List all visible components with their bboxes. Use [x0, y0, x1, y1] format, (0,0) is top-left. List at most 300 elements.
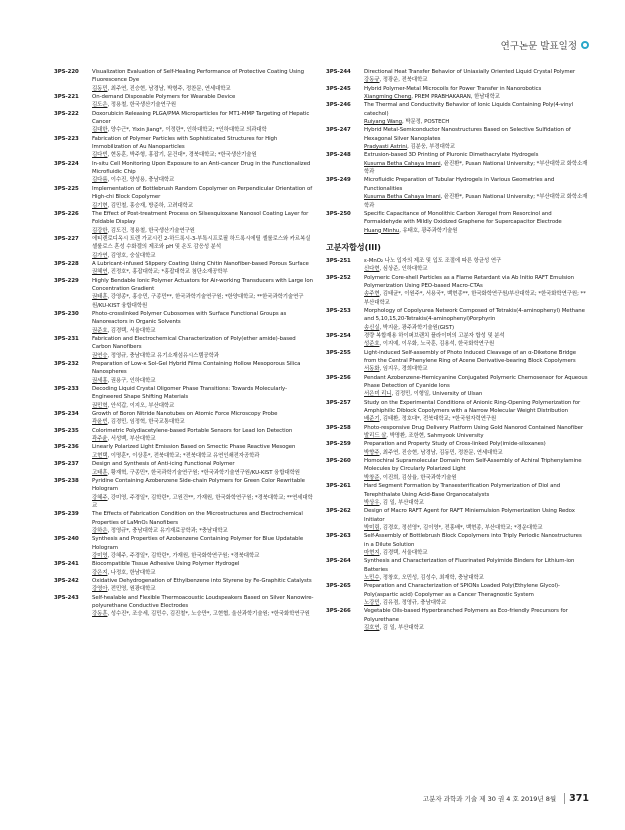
presenting-author: 신다현 [364, 266, 380, 273]
entry-title: Synthesis and Properties of Azobenzene Containing Polymer for Blue Updatable Hologram [92, 536, 304, 551]
entry-body [364, 126, 588, 151]
presenting-author: 서동화 [364, 366, 380, 373]
circle-bullet-icon [581, 41, 589, 49]
entry-body [92, 560, 316, 577]
entry-code: 3PS-220 [54, 69, 79, 75]
entry-body [364, 607, 588, 632]
program-entry [54, 460, 316, 477]
entry-title: Microfluidic Preparation of Tubular Hydrogels in Various Geometries and Functionalities [364, 177, 555, 192]
co-authors: , 진정호*, 홍잡대학교; *홍잡대학교 첨단소재공학부 [107, 269, 228, 276]
co-authors: , 박지윤, 광주과학기술원(GIST) [379, 324, 455, 331]
entry-body [92, 310, 316, 335]
program-entry [326, 126, 588, 151]
program-entry [326, 332, 588, 349]
co-authors: , 이수진, 양성용, 충남대학교 [107, 177, 175, 184]
entry-authors [364, 499, 588, 507]
entry-code: 3PS-243 [54, 594, 79, 601]
entry-code: 3PS-241 [54, 561, 79, 568]
entry-body [364, 85, 588, 102]
presenting-author: 노강민 [364, 599, 380, 606]
entry-authors [364, 118, 588, 126]
entry-body [92, 594, 316, 619]
entry-title: Vegetable Oils-based Hyperbranched Polymers as Eco-friendly Precursors for Polyurethane [364, 608, 568, 623]
presenting-author: 마현지 [364, 549, 380, 556]
entry-code: 3PS-227 [54, 235, 79, 242]
co-authors: , 임지우, 경희대학교 [379, 366, 428, 373]
program-entry [326, 399, 588, 424]
presenting-author: Xiangming Cheng [364, 94, 412, 101]
entry-authors [92, 435, 316, 443]
program-entry [326, 151, 588, 176]
co-authors: , 박문정, POSTECH [402, 119, 450, 126]
entry-code: 3PS-228 [54, 260, 79, 267]
page-header [501, 38, 589, 52]
entry-body [364, 332, 588, 349]
presenting-author: 박향주 [364, 449, 380, 456]
entry-title: Design and Synthesis of Anti-icing Functional Polymer [92, 461, 235, 468]
entry-authors [364, 93, 588, 101]
entry-code: 3PS-244 [326, 69, 351, 75]
entry-authors [364, 193, 588, 210]
entry-authors [364, 449, 588, 457]
entry-body [92, 210, 316, 235]
entry-code: 3PS-264 [326, 558, 351, 565]
program-entry [326, 374, 588, 399]
entry-title: 경량 복합재용 하이퍼브랜치 플라이머의 고분자 합성 및 분석 [364, 332, 505, 339]
entry-title: 에티렌로디옥시 트렌 가교시킨 2-하드록시-3-부톡시프로필 하드록시에틸 셀룰로스와 카르복실 셀룰로스 혼성 수화겔의 제조와 pH 및 온도 감응성 분석 [92, 235, 311, 251]
entry-authors [92, 527, 316, 535]
co-authors: , 최주연, 진승현, 남경남, 김동민, 정찬문, 연세대학교 [379, 449, 503, 456]
presenting-author: 김가연 [92, 252, 108, 259]
entry-code: 3PS-258 [326, 424, 351, 431]
entry-body [364, 582, 588, 607]
page-footer [423, 793, 589, 804]
program-entry [326, 68, 588, 85]
entry-authors [364, 624, 588, 632]
co-authors: , 강미영, 주경일*, 김학린*, 고원건**, 가재원, 한국화학연구원; *경북대학교; **연세대학교 [92, 494, 313, 509]
entry-body [364, 274, 588, 307]
presenting-author: 배준기 [364, 416, 380, 423]
entry-code: 3PS-229 [54, 277, 79, 284]
presenting-author: 김기현 [92, 202, 108, 209]
presenting-author: 김동민 [92, 85, 108, 92]
co-authors: , PREM PRABHAKARAN, 한남대학교 [411, 94, 500, 101]
presenting-author: 곽주윤 [92, 436, 108, 443]
program-entry [54, 594, 316, 619]
co-authors: , 정영규*, 충남대학교 유기재료공학과; *충남대학교 [107, 527, 228, 534]
presenting-author: Ruiyang Wang [364, 119, 402, 126]
entry-body [364, 210, 588, 235]
program-entry [326, 176, 588, 209]
program-entry [326, 349, 588, 374]
right-column [326, 68, 588, 632]
program-entry [326, 440, 588, 457]
program-entry [54, 310, 316, 335]
entry-authors [92, 268, 316, 276]
entry-body [92, 510, 316, 535]
presenting-author: 박창준 [364, 474, 380, 481]
entry-authors [92, 126, 316, 134]
presenting-author: 고태훈 [92, 469, 108, 476]
entry-title: Self-healable and Flexible Thermoacoustic Loudspeakers Based on Silver Nanowire-polyurethane Conductive Electrodes [92, 594, 314, 609]
presenting-author: 강하은 [92, 527, 108, 534]
presenting-author: 곽윤빈 [92, 419, 108, 426]
presenting-author: 권민혁 [92, 402, 108, 409]
co-authors: , 김분웅, 부경대학교 [407, 144, 456, 151]
entry-code: 3PS-246 [326, 102, 351, 109]
program-entry [326, 507, 588, 532]
entry-title: The Effect of Post-treatment Process on Silsesquioxane Nanosol Coating Layer for Foldable Display [92, 210, 309, 226]
co-authors: , 김경택, 서울대학교 [379, 549, 428, 556]
entry-title: Biocompatible Tissue Adhesive Using Polymer Hydrogel [92, 561, 240, 568]
entry-body [364, 457, 588, 482]
entry-title: Morphology of Copolyurea Network Composed of Tetrakis(4-aminophenyl) Methane and 5,10,15,20-Tetrakis(4-aminophenyl)Porphyrin [364, 307, 585, 323]
entry-authors [364, 76, 588, 84]
entry-authors [92, 494, 316, 511]
entry-authors [92, 352, 316, 360]
entry-body [92, 185, 316, 210]
entry-authors [92, 85, 316, 93]
entry-authors [364, 324, 588, 332]
co-authors: , 나정호, 한남대학교 [107, 569, 156, 576]
entry-authors [92, 293, 316, 310]
entry-body [92, 260, 316, 277]
entry-title: Specific Capacitance of Monolithic Carbon Xerogel from Resorcinol and Formaldehyde with Mildly Oxidized Graphene for Supercapacitor Electrode [364, 210, 562, 226]
entry-body [364, 349, 588, 374]
presenting-author: 권세홍 [92, 377, 108, 384]
entry-authors [92, 252, 316, 260]
co-authors: , 김경민, 임정혁, 한국교통대학교 [107, 419, 185, 426]
program-entry [54, 477, 316, 510]
program-entry [54, 160, 316, 185]
entry-code: 3PS-222 [54, 110, 79, 117]
entry-body [92, 68, 316, 93]
entry-code: 3PS-254 [326, 332, 351, 339]
presenting-author: Kusuma Betha Cahaya Imani [364, 160, 441, 167]
program-entry [326, 607, 588, 632]
program-entry [54, 185, 316, 210]
co-authors: , 양수근*, Yixin Jiang*, 이정란*, 인하대학교; *인하대학교 의과대학 [107, 127, 267, 134]
entry-title: Colorimetric Polydiacetylene-based Portable Sensors for Lead Ion Detection [92, 427, 293, 434]
co-authors: , 이명훈*, 이상훈*, 전북대학교; *전북대학교 유연인쇄전자공학과 [107, 452, 260, 459]
entry-authors [364, 340, 588, 348]
co-authors: , 이지예, 이우화, 노국훈, 김용석, 한국화학연구원 [379, 341, 495, 348]
entry-code: 3PS-240 [54, 536, 79, 543]
entry-body [92, 460, 316, 477]
co-authors: , 김태균*, 이원주*, 서용국*, 백현종**, 한국화학연구원/부산대학교; *한국화학연구원; **부산대학교 [364, 291, 586, 306]
entry-title: Pendant Azobenzene-Hemicyanine Conjugated Polymeric Chemosensor for Aqueous Phase Detection of Cyanide Ions [364, 374, 588, 390]
co-authors: , 김도건, 정용철, 한국생산기술연구원 [107, 227, 195, 234]
entry-title: Self-Assembly of Bottlebrush Block Copolymers into Triply Periodic Nanostructures in a Dilute Solution [364, 533, 582, 548]
co-authors: , 김 일, 부산대학교 [379, 499, 424, 506]
entry-body [92, 135, 316, 160]
entry-authors [364, 365, 588, 373]
entry-code: 3PS-257 [326, 399, 351, 406]
entry-title: Fabrication and Electrochemical Characterization of Poly(ether amide)-based Carbon Nanofibers [92, 336, 296, 351]
entry-body [364, 68, 588, 85]
presenting-author: 발리드 살 [364, 433, 387, 440]
entry-authors [92, 418, 316, 426]
presenting-author: 김도은 [92, 102, 108, 109]
entry-body [92, 93, 316, 110]
entry-code: 3PS-239 [54, 511, 79, 518]
co-authors: , 권용구, 인하대학교 [107, 377, 156, 384]
co-authors: , 김태환, 정호대*, 전북대학교; *한국원자력연구원 [379, 416, 497, 423]
entry-code: 3PS-238 [54, 477, 79, 484]
entry-code: 3PS-256 [326, 374, 351, 381]
entry-title: Pyridine Containing Azobenzene Side-chain Polymers for Green Color Rewritable Hologram [92, 477, 305, 493]
entry-authors [92, 176, 316, 184]
entry-authors [364, 524, 588, 532]
entry-code: 3PS-232 [54, 361, 79, 368]
entry-code: 3PS-266 [326, 608, 351, 615]
entry-authors [92, 202, 316, 210]
presenting-author: 강영아 [92, 586, 108, 593]
entry-title: Extrusion-based 3D Printing of Pluronic Dimethacrylate Hydrogels [364, 152, 539, 159]
program-entry [54, 443, 316, 460]
entry-title: Visualization Evaluation of Self-Healing Performance of Protective Coating Using Fluorescence Dye [92, 69, 305, 84]
program-entry [54, 427, 316, 444]
entry-body [92, 477, 316, 510]
presenting-author: 권연승 [92, 352, 108, 359]
co-authors: , 서성백, 부산대학교 [107, 436, 156, 443]
program-entry [54, 235, 316, 260]
entry-body [364, 176, 588, 209]
program-entry [326, 101, 588, 126]
entry-title: Hybrid Polymer-Metal Microcoils for Power Transfer in Nanorobotics [364, 85, 542, 92]
co-authors: , 정용철, 한국생산기술연구원 [107, 102, 177, 109]
presenting-author: 김다빈 [92, 152, 108, 159]
entry-title: Polymeric Core-shell Particles as a Flame Retardant via Ab Initio RAFT Emulsion Polymerization Using PEO-based Macro-CTAs [364, 274, 574, 289]
presenting-author: 김대한 [92, 127, 108, 134]
entry-code: 3PS-234 [54, 411, 79, 418]
entry-body [364, 440, 588, 457]
entry-title: A Lubricant-infused Slippery Coating Using Chitin Nanofiber-based Porous Surface [92, 260, 309, 267]
entry-code: 3PS-221 [54, 94, 79, 101]
presenting-author: 권태훈 [92, 294, 108, 301]
co-authors: , 윤진환*, Pusan National University; *부산대학교 화학소재학과 [364, 160, 588, 176]
entry-code: 3PS-242 [54, 577, 79, 584]
entry-body [92, 443, 316, 460]
entry-authors [92, 569, 316, 577]
entry-code: 3PS-251 [326, 257, 351, 264]
program-entry [326, 274, 588, 307]
program-entry [326, 257, 588, 274]
entry-body [92, 577, 316, 594]
entry-title: Hybrid Metal-Semiconductor Nanostructures Based on Selective Sulfidation of Hexagonal Silver Nanoplates [364, 127, 571, 142]
presenting-author: 김다름 [92, 177, 108, 184]
entry-code: 3PS-255 [326, 349, 351, 356]
entry-title: The Effects of Fabrication Condition on the Microstructures and Electrochemical Properties of LaMnO₃ Nanofibers [92, 511, 303, 526]
entry-title: On-demand Disposable Polymers for Wearable Device [92, 94, 236, 101]
program-entry [54, 110, 316, 135]
program-entry [326, 424, 588, 441]
presenting-author: 권혜연 [92, 269, 108, 276]
entry-body [364, 307, 588, 332]
program-entry [326, 85, 588, 102]
entry-body [364, 507, 588, 532]
entry-code: 3PS-236 [54, 444, 79, 451]
entry-code: 3PS-237 [54, 461, 79, 468]
entry-authors [92, 377, 316, 385]
program-entry [326, 582, 588, 607]
entry-authors [92, 227, 316, 235]
entry-title: ε-MnO₂ 나노 입자의 제조 및 입도 조절에 따른 항균성 연구 [364, 257, 502, 264]
program-entry [54, 135, 316, 160]
presenting-author: Huang Minhu [364, 227, 400, 234]
entry-authors [92, 101, 316, 109]
co-authors: , 박명환, 조한현, Sahmyook University [386, 433, 484, 440]
entry-body [364, 101, 588, 126]
entry-authors [92, 552, 316, 560]
entry-code: 3PS-253 [326, 307, 351, 314]
section-title: 고분자합성(III) [326, 242, 381, 252]
header-title: 연구논문 발표일정 [500, 41, 577, 52]
presenting-author: 송주현 [364, 291, 380, 298]
entry-authors [92, 402, 316, 410]
entry-code: 3PS-224 [54, 160, 79, 167]
co-authors: , 최주연, 진승현, 남경남, 박형주, 정찬문, 연세대학교 [107, 85, 231, 92]
entry-body [92, 335, 316, 360]
entry-authors [364, 290, 588, 307]
program-entry [54, 260, 316, 277]
co-authors: , 강혜주, 주경일*, 김학린*, 가재원, 한국화학연구원; *경북대학교 [107, 552, 260, 559]
entry-title: Hard Segment Formation by Transesterification Polymerization of Diol and Terephthalate Using Acid-Base Organocatalysts [364, 483, 561, 498]
program-entry [326, 457, 588, 482]
program-entry [54, 68, 316, 93]
entry-body [92, 410, 316, 427]
entry-title: Preparation of Low-κ Sol-Gel Hybrid Films Containing Hollow Mesoporous Silica Nanospheres [92, 361, 301, 376]
presenting-author: 강미영 [92, 552, 108, 559]
entry-code: 3PS-250 [326, 210, 351, 217]
entry-code: 3PS-226 [54, 210, 79, 217]
program-entry [54, 577, 316, 594]
presenting-author: 고현택 [92, 452, 108, 459]
entry-body [92, 160, 316, 185]
co-authors: , 정광운, 전북대학교 [379, 77, 428, 84]
entry-code: 3PS-249 [326, 177, 351, 184]
co-authors: , 김정민, 이형일, University of Ulsan [391, 391, 483, 398]
program-entry [54, 93, 316, 110]
presenting-author: Pradyasti Astrini [364, 144, 408, 151]
entry-title: Growth of Boron Nitride Nanotubes on Atomic Force Microscopy Probe [92, 411, 278, 418]
entry-authors [364, 549, 588, 557]
presenting-author: 박상우 [364, 499, 380, 506]
entry-title: The Thermal and Conductivity Behavior of Ionic Liquids Containing Poly(4-vinyl catechol) [364, 102, 574, 117]
presenting-author: 강혜주 [92, 494, 108, 501]
co-authors: , 김유겸, 정영규, 충남대학교 [379, 599, 447, 606]
presenting-author: 권준호 [92, 327, 108, 334]
entry-body [364, 532, 588, 557]
presenting-author: 박미림 [364, 524, 380, 531]
entry-title: Linearly Polarized Light Emission Based on Smectic Phase Reactive Mesogen [92, 444, 296, 451]
program-entry [326, 307, 588, 332]
co-authors: , 정영규, 충남대학교 유기소재섬유시스템공학과 [107, 352, 219, 359]
entry-title: Synthesis and Characterization of Fluorinated Polyimide Binders for Lithium-ion Batteries [364, 558, 575, 573]
entry-body [364, 374, 588, 399]
program-entry [54, 385, 316, 410]
co-authors: , 심상준, 인하대학교 [379, 266, 428, 273]
presenting-author: 김강한 [92, 227, 108, 234]
entry-code: 3PS-261 [326, 483, 351, 490]
co-authors: , 김민철, 홍승재, 방준하, 고려대학교 [107, 202, 193, 209]
entry-authors [92, 327, 316, 335]
entry-authors [92, 452, 316, 460]
entry-code: 3PS-259 [326, 441, 351, 448]
entry-authors [92, 151, 316, 159]
program-entry [54, 335, 316, 360]
entry-title: Preparation and Property Study of Cross-linked Poly(imide-siloxanes) [364, 441, 546, 448]
presenting-author: 김호연 [364, 625, 380, 631]
entry-code: 3PS-231 [54, 336, 79, 342]
right-column-entries-bottom [326, 257, 588, 632]
entry-title: Homochiral Supramolecular Domain from Self-Assembly of Achiral Triphenylamine Molecules by Circularly Polarized Light [364, 458, 582, 473]
entry-title: Light-induced Self-assembly of Photo Induced Cleavage of an α-Diketone Bridge from the Central Phenylene Ring of Acene Derivative-bearing Block Copolymers [364, 349, 577, 364]
entry-authors [364, 574, 588, 582]
entry-body [92, 110, 316, 135]
co-authors: , 현동훈, 박주형, 홍잡기, 문건대*, 경북대학교; *한국생산기술원 [107, 152, 257, 159]
co-authors: , 김경택, 서울대학교 [107, 327, 156, 334]
presenting-author: 송신실 [364, 324, 380, 331]
entry-code: 3PS-225 [54, 185, 79, 192]
program-entry [54, 535, 316, 560]
program-entry [326, 210, 588, 235]
entry-code: 3PS-247 [326, 127, 351, 134]
co-authors: , 전민영, 원광대학교 [107, 586, 156, 593]
entry-title: Decoding Liquid Crystal Oligomer Phase Transitions: Towards Molecularly-Engineered Shape Shifting Materials [92, 386, 288, 401]
program-entry [54, 210, 316, 235]
left-column [54, 68, 316, 619]
entry-authors [364, 143, 588, 151]
entry-code: 3PS-265 [326, 583, 351, 590]
co-authors: , 김경호, 정선영*, 김이영*, 전홍배*, 백현종, 부산대학교; *경운대학교 [379, 524, 543, 531]
entry-body [92, 235, 316, 260]
entry-body [92, 277, 316, 310]
program-entry [54, 560, 316, 577]
right-column-entries-top [326, 68, 588, 235]
entry-authors [364, 227, 588, 235]
co-authors: , 안석갑, 이지오, 부산대학교 [107, 402, 175, 409]
entry-code: 3PS-235 [54, 427, 79, 434]
entry-body [92, 385, 316, 410]
entry-title: Doxorubicin Releasing PLGA/PMA Microparticles for MT1-MMP Targeting of Hepatic Cancer [92, 110, 310, 126]
entry-body [364, 399, 588, 424]
entry-title: Photo-responsive Drug Delivery Platform Using Gold Nanorod Contained Nanofiber [364, 424, 584, 431]
entry-authors [92, 610, 316, 618]
co-authors: , 김 일, 부산대학교 [379, 625, 424, 631]
entry-body [364, 151, 588, 176]
program-entry [54, 360, 316, 385]
co-authors: , 정창호, 오민성, 김성수, 최재학, 충남대학교 [379, 574, 484, 581]
entry-authors [364, 599, 588, 607]
entry-code: 3PS-230 [54, 310, 79, 317]
presenting-author: 강은지 [92, 569, 108, 576]
entry-code: 3PS-260 [326, 458, 351, 465]
presenting-author: 강동훈 [92, 611, 108, 618]
presenting-author: 성준호 [364, 341, 380, 348]
entry-code: 3PS-263 [326, 533, 351, 540]
entry-code: 3PS-248 [326, 152, 351, 159]
co-authors: , 성수진*, 조승세, 김민수, 김진철*, 노승만*, 고현협, 울산과학기술원; *한국화학연구원 [107, 611, 310, 618]
entry-title: Fabrication of Polymer Particles with Sophisticated Structures for High Immobilization of Au Nanoparticles [92, 135, 278, 151]
entry-code: 3PS-245 [326, 85, 351, 92]
entry-body [92, 427, 316, 444]
entry-title: Highly Bendable Ionic Polymer Actuators for Air-working Transducers with Large Ion Concentration Gradient [92, 277, 314, 292]
program-entry [326, 482, 588, 507]
entry-authors [364, 415, 588, 423]
presenting-author: 노민수 [364, 574, 380, 581]
program-entry [54, 510, 316, 535]
